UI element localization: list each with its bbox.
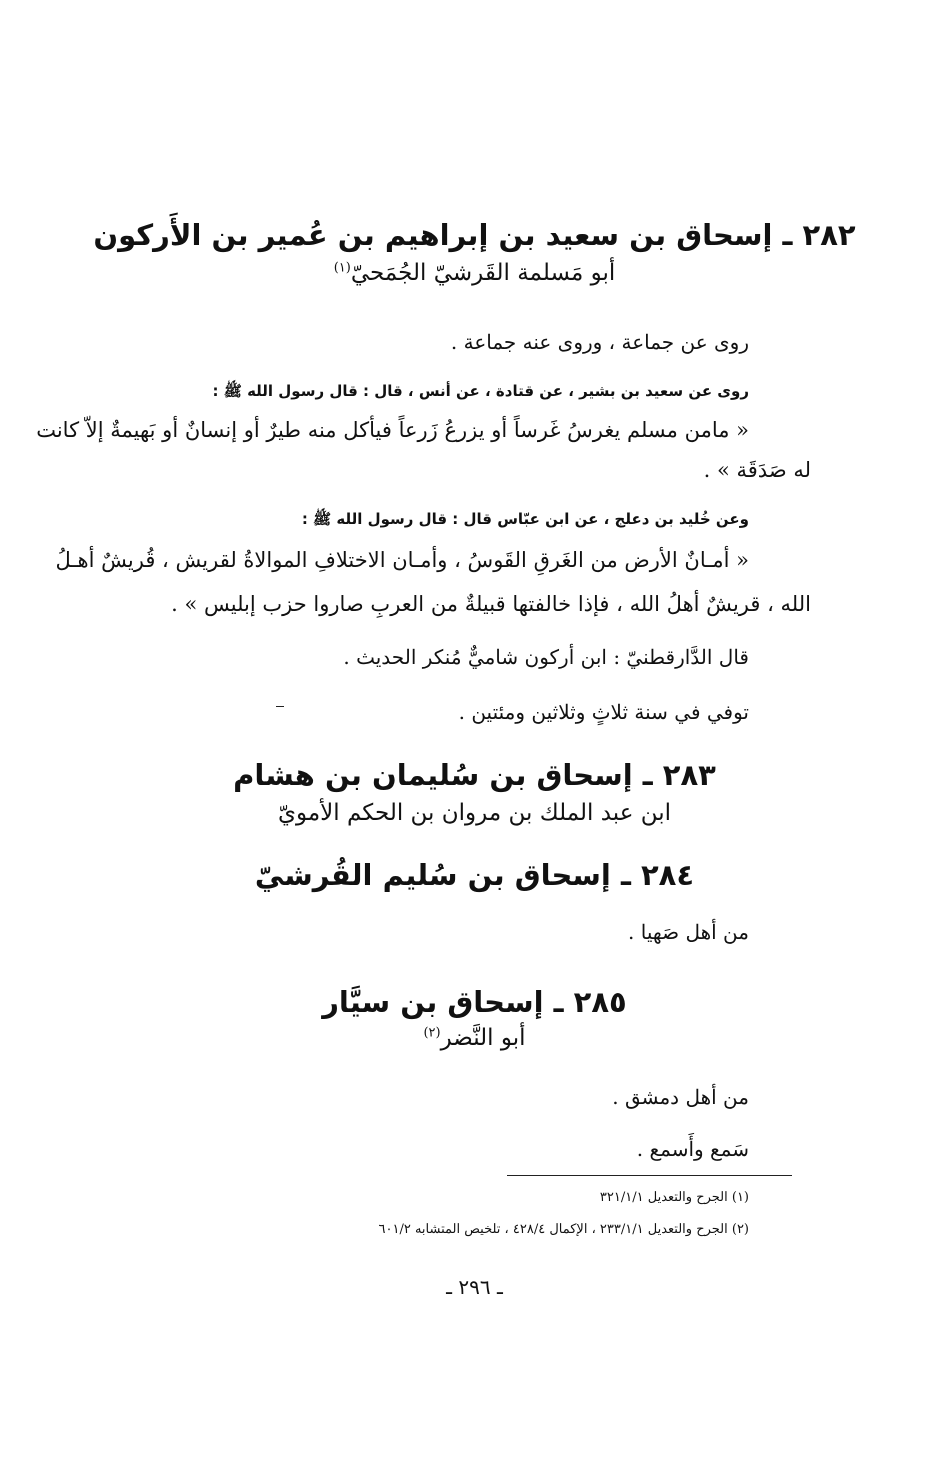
footnote-1: (١) الجرح والتعديل ٣٢١/١/١ [599, 1190, 749, 1205]
entry-282-kunya: أبو مَسلمة القَرشيّ الجُمَحيّ [350, 260, 616, 286]
entry-285-narration: سَمع وأَسمع . [636, 1137, 749, 1161]
footnote-separator [507, 1175, 792, 1176]
entry-285-subtitle [0, 1025, 949, 1051]
hadith-1-line-2: له صَدَقَة » . [703, 458, 811, 482]
stray-mark [276, 706, 284, 707]
death-year: توفي في سنة ثلاثٍ وثلاثين ومئتين . [458, 700, 749, 724]
entry-284-origin: من أهل صَهيا . [628, 920, 749, 944]
hadith-1-line-1: « مامن مسلم يغرسُ غَرساً أو يزرعُ زَرعاً فيأكل منه طيرٌ أو إنسانٌ أو بَهيمةٌ إلاّ كانت [36, 418, 749, 442]
entry-283-subtitle: ابن عبد الملك بن مروان بن الحكم الأمويّ [277, 800, 672, 826]
entry-282-isnad-1: روى عن سعيد بن بشير ، عن قتادة ، عن أنس ، قال : قال رسول الله ﷺ : [212, 382, 749, 400]
entry-283-title: ٢٨٣ ـ إسحاق بن سُليمان بن هشام [233, 758, 716, 792]
entry-285-title: ٢٨٥ ـ إسحاق بن سيَّار [322, 985, 627, 1019]
entry-284-title: ٢٨٤ ـ إسحاق بن سُليم القُرشيّ [254, 858, 695, 892]
footnote-2: (٢) الجرح والتعديل ٢٣٣/١/١ ، الإكمال ٤٢٨/٤ ، تلخيص المتشابه ٦٠١/٢ [378, 1222, 749, 1237]
entry-285-kunya: أبو النَّضر [440, 1025, 526, 1051]
entry-285-origin: من أهل دمشق . [612, 1085, 749, 1109]
entry-282-narration: روى عن جماعة ، وروى عنه جماعة . [450, 330, 749, 354]
footnote-ref-1: (١) [333, 260, 351, 276]
entry-282-isnad-2: وعن خُليد بن دعلج ، عن ابن عبّاس قال : قال رسول الله ﷺ : [301, 510, 749, 528]
hadith-2-line-1: « أمـانٌ الأرض من الغَرقِ القَوسُ ، وأمـان الاختلافِ الموالاةُ لقريش ، قُريشٌ أهـلُ [55, 548, 749, 572]
entry-282-title: ٢٨٢ ـ إسحاق بن سعيد بن إبراهيم بن عُمير بن الأَركون [93, 218, 856, 252]
daraqutni-verdict: قال الدَّارقطنيّ : ابن أركون شاميٌّ مُنكر الحديث . [343, 645, 749, 669]
hadith-2-line-2: الله ، قريشٌ أهلُ الله ، فإذا خالفتها قبيلةٌ من العربِ صاروا حزب إبليس » . [171, 592, 811, 616]
entry-282-subtitle [0, 260, 949, 286]
page-number: ـ ٢٩٦ ـ [446, 1275, 503, 1299]
footnote-ref-2: (٢) [423, 1025, 441, 1041]
